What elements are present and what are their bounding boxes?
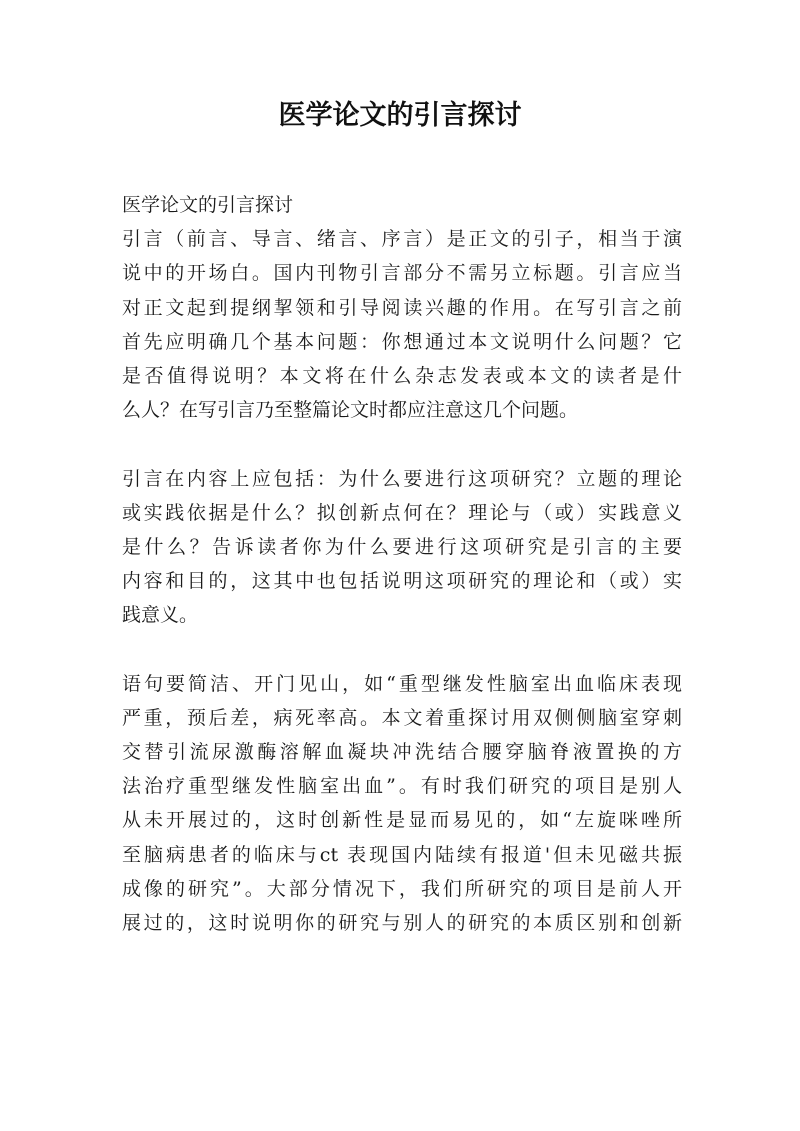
- document-subtitle: 医学论文的引言探讨: [122, 194, 294, 216]
- text-line: 引言在内容上应包括：为什么要进行这项研究？立题的理论: [122, 467, 682, 490]
- text-line: 至脑病患者的临床与ct 表现国内陆续有报道'但未见磁共振: [122, 843, 682, 866]
- text-line: 说中的开场白。国内刊物引言部分不需另立标题。引言应当: [122, 262, 682, 285]
- text-line: 交替引流尿激酶溶解血凝块冲洗结合腰穿脑脊液置换的方: [122, 741, 682, 763]
- text-line: 展过的，这时说明你的研究与别人的研究的本质区别和创新: [122, 911, 682, 934]
- paragraph-spacer: [122, 427, 682, 461]
- text-line: 从未开展过的，这时创新性是显而易见的，如“左旋咪唑所: [122, 809, 682, 832]
- text-line: 践意义。: [122, 604, 199, 627]
- document-body: [122, 188, 682, 940]
- paragraph-3: [122, 667, 682, 941]
- text-line: 成像的研究”。大部分情况下，我们所研究的项目是前人开: [122, 877, 682, 900]
- text-line: 是否值得说明？本文将在什么杂志发表或本文的读者是什: [122, 364, 682, 387]
- text-line: 引言（前言、导言、绪言、序言）是正文的引子，相当于演: [122, 228, 682, 251]
- text-line: 是什么？告诉读者你为什么要进行这项研究是引言的主要: [122, 535, 682, 558]
- paragraph-2: [122, 462, 682, 633]
- text-line: 内容和目的，这其中也包括说明这项研究的理论和（或）实: [122, 570, 682, 593]
- text-line: 法治疗重型继发性脑室出血”。有时我们研究的项目是别人: [122, 775, 682, 798]
- document-title: 医学论文的引言探讨: [278, 100, 522, 131]
- paragraph-spacer: [122, 632, 682, 666]
- text-line: 对正文起到提纲挈领和引导阅读兴趣的作用。在写引言之前: [122, 296, 682, 319]
- text-line: 语句要简洁、开门见山，如“重型继发性脑室出血临床表现: [122, 672, 682, 695]
- text-line: 首先应明确几个基本问题：你想通过本文说明什么问题？它: [122, 330, 682, 353]
- text-line: 或实践依据是什么？拟创新点何在？理论与（或）实践意义: [122, 501, 682, 524]
- text-line: 严重，预后差，病死率高。本文着重探讨用双侧侧脑室穿刺: [122, 706, 682, 729]
- text-line: 么人？在写引言乃至整篇论文时都应注意这几个问题。: [122, 399, 579, 422]
- paragraph-1: [122, 222, 682, 427]
